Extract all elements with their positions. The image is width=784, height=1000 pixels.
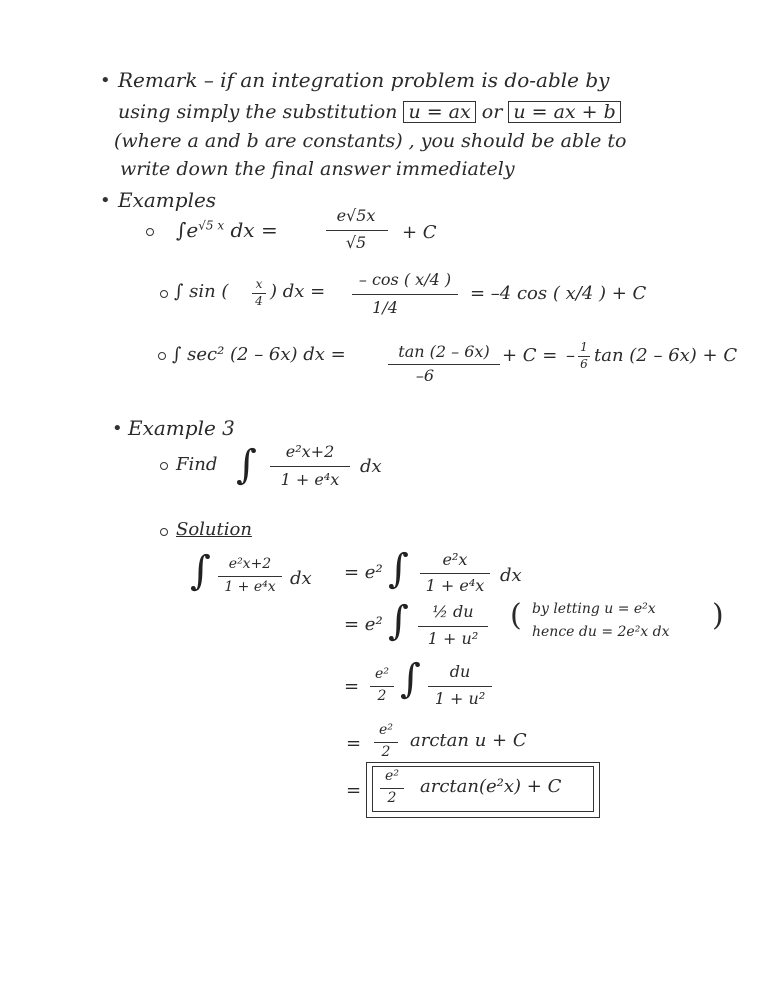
- ex1-base: e: [186, 218, 199, 242]
- bullet: •: [112, 418, 123, 439]
- remark-line-1: Remark – if an integration problem is do-able by: [118, 68, 610, 92]
- ex3-mid: + C =: [502, 345, 558, 366]
- remark-line-3: (where a and b are constants) , you should be able to: [114, 130, 627, 152]
- ex2-numerator: – cos ( x/4 ): [358, 270, 452, 289]
- s4-coef-denominator: 2: [381, 744, 391, 760]
- s3-coef-numerator: e²: [375, 666, 389, 682]
- ex3-coef-den: 6: [580, 357, 588, 371]
- paren-open: (: [510, 598, 522, 633]
- ex1-denominator: √5: [345, 233, 367, 252]
- ex2-lhs-text: ∫ sin (: [174, 281, 229, 302]
- s5-coef-numerator: e²: [385, 768, 399, 784]
- s2-numerator: ½ du: [432, 602, 474, 621]
- fraction-bar: [428, 686, 492, 687]
- s1-r-numerator: e²x: [442, 550, 468, 569]
- remark-line-2: [118, 101, 621, 123]
- fraction-bar: [388, 364, 500, 365]
- ex2-lhs: [174, 281, 228, 302]
- circle-bullet: [158, 352, 166, 360]
- fraction-bar: [420, 573, 490, 574]
- substitution-box-ax: u = ax: [403, 101, 475, 123]
- s4-eq: =: [346, 733, 362, 754]
- s1-r-dx: dx: [500, 565, 522, 586]
- ex2-rhs: = –4 cos ( x/4 ) + C: [470, 283, 647, 304]
- find-numerator: e²x+2: [285, 442, 335, 461]
- examples-heading: Examples: [118, 188, 217, 212]
- find-label: Find: [176, 454, 218, 475]
- integral-sign: ∫: [236, 442, 257, 488]
- circle-bullet: [160, 290, 168, 298]
- ex3-numerator: tan (2 – 6x): [398, 342, 490, 361]
- s1-r-denominator: 1 + e⁴x: [425, 576, 485, 595]
- fraction-bar: [218, 576, 282, 577]
- s1-dx: dx: [290, 568, 312, 589]
- ex1-exponent: √5 x: [198, 218, 225, 233]
- paren-close: ): [712, 598, 724, 633]
- solution-label: Solution: [176, 519, 252, 540]
- ex1-dx: dx =: [230, 218, 278, 242]
- s2-eq: = e²: [344, 614, 383, 635]
- fraction-bar: [418, 626, 488, 627]
- ex3-lhs: ∫ sec² (2 – 6x) dx =: [172, 344, 346, 365]
- s2-note-1: by letting u = e²x: [532, 601, 656, 617]
- s2-denominator: 1 + u²: [427, 629, 479, 648]
- s5-tail: arctan(e²x) + C: [420, 776, 562, 797]
- integral-sign: ∫: [388, 546, 409, 592]
- s3-denominator: 1 + u²: [434, 689, 486, 708]
- fraction-bar: [380, 788, 404, 789]
- ex3-rhs: tan (2 – 6x) + C: [594, 345, 738, 366]
- ex1-numerator: e√5x: [336, 206, 376, 225]
- s1-eq: = e²: [344, 562, 383, 583]
- fraction-bar: [326, 230, 388, 231]
- ex3-coef-sign: –: [566, 345, 575, 366]
- circle-bullet: [160, 462, 168, 470]
- ex2-lhs-close: ) dx =: [270, 281, 326, 302]
- integral-sign: ∫: [176, 218, 187, 242]
- integral-sign: ∫: [400, 656, 421, 702]
- s5-eq: =: [346, 780, 362, 801]
- circle-bullet: [146, 228, 154, 236]
- s4-tail: arctan u + C: [410, 730, 527, 751]
- s3-coef-denominator: 2: [377, 688, 387, 704]
- s1-denominator: 1 + e⁴x: [224, 579, 276, 595]
- ex2-inner-num: x: [255, 277, 263, 291]
- s2-note-2: hence du = 2e²x dx: [532, 624, 670, 640]
- find-dx: dx: [360, 456, 382, 477]
- ex1-lhs: [176, 218, 278, 242]
- example3-heading: Example 3: [128, 416, 235, 440]
- fraction-bar: [374, 742, 398, 743]
- s4-coef-numerator: e²: [379, 722, 393, 738]
- s3-eq: =: [344, 676, 360, 697]
- bullet: •: [100, 70, 111, 91]
- remark-line-4: write down the final answer immediately: [120, 158, 515, 180]
- fraction-bar: [352, 294, 458, 295]
- or-word: or: [481, 101, 503, 123]
- integral-sign: ∫: [190, 548, 211, 594]
- s3-numerator: du: [449, 662, 471, 681]
- s1-numerator: e²x+2: [228, 556, 272, 572]
- ex3-denominator: –6: [415, 366, 435, 385]
- ex2-inner-den: 4: [255, 294, 263, 308]
- fraction-bar: [270, 466, 350, 467]
- find-denominator: 1 + e⁴x: [280, 470, 340, 489]
- substitution-box-ax-plus-b: u = ax + b: [508, 101, 620, 123]
- remark-line-2-text: using simply the substitution: [118, 101, 398, 123]
- bullet: •: [100, 190, 111, 211]
- ex1-tail: + C: [402, 222, 437, 243]
- ex3-coef-num: 1: [580, 340, 588, 354]
- fraction-bar: [370, 686, 394, 687]
- s5-coef-denominator: 2: [387, 790, 397, 806]
- integral-sign: ∫: [388, 598, 409, 644]
- ex2-denominator: 1/4: [372, 298, 398, 317]
- circle-bullet: [160, 528, 168, 536]
